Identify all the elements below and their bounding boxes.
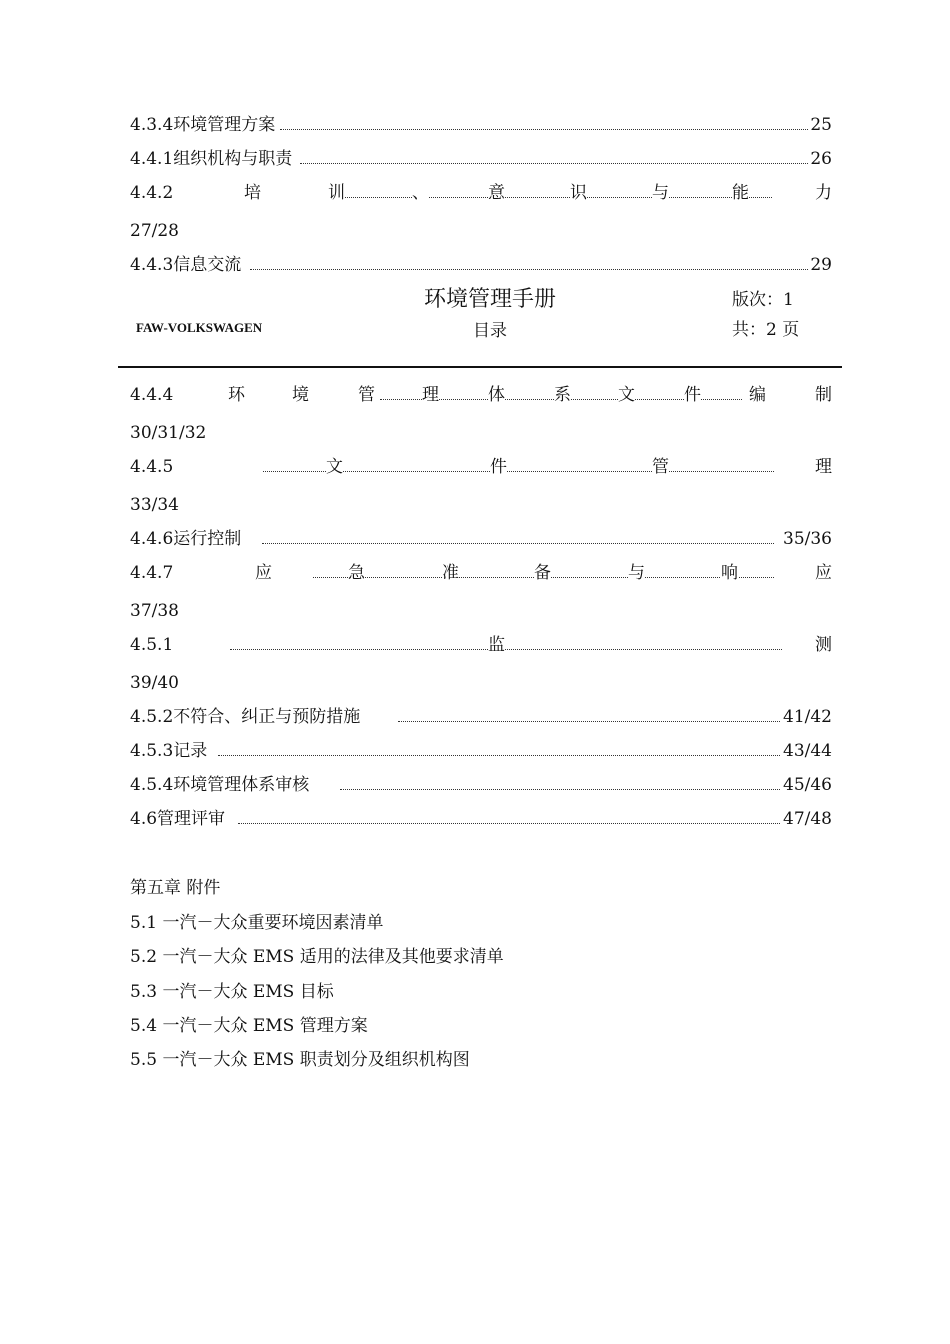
entry-char: 训 [328, 180, 345, 206]
toc-entry-4-4-7[interactable] [130, 560, 832, 622]
entry-char: 理 [815, 454, 832, 480]
entry-page: 33/34 [130, 495, 179, 515]
entry-number: 4.5.1 [130, 632, 173, 658]
entry-char: 意 [488, 180, 505, 206]
entry-char: 监 [488, 632, 505, 658]
entry-char: 能 [732, 180, 749, 206]
company-name: FAW-VOLKSWAGEN [136, 320, 263, 335]
dot-leader [398, 721, 782, 722]
entry-char: 管 [358, 382, 375, 408]
entry-char: 管 [652, 454, 669, 480]
total-pages-label: 共：2 页 [732, 320, 800, 340]
dot-leader [238, 823, 782, 824]
entry-number: 4.4.6 [130, 529, 174, 549]
appendix-item[interactable]: 5.3 一汽－大众 EMS 目标 [130, 982, 334, 1002]
entry-number: 4.4.2 [130, 180, 173, 206]
appendix-item[interactable]: 5.5 一汽－大众 EMS 职责划分及组织机构图 [130, 1050, 470, 1070]
appendix-item[interactable]: 5.2 一汽－大众 EMS 适用的法律及其他要求清单 [130, 947, 504, 967]
entry-char: 应 [815, 560, 832, 586]
entry-number: 4.5.3 [130, 741, 174, 761]
entry-char: 境 [292, 382, 309, 408]
entry-page: 47/48 [781, 806, 832, 832]
toc-entry-4-4-2[interactable] [130, 180, 832, 242]
entry-title: 信息交流 [173, 255, 242, 275]
dot-leader [280, 129, 810, 130]
entry-char: 与 [628, 560, 645, 586]
entry-page: 26 [808, 146, 832, 172]
entry-char: 理 [422, 382, 439, 408]
entry-char: 响 [721, 560, 738, 586]
dot-leader [262, 543, 774, 544]
dot-leader [250, 269, 810, 270]
entry-page: 39/40 [130, 673, 179, 693]
entry-char: 件 [490, 454, 507, 480]
appendix-item[interactable]: 5.1 一汽－大众重要环境因素清单 [130, 913, 384, 933]
entry-number: 4.6 [130, 809, 158, 829]
manual-title: 环境管理手册 [423, 287, 556, 312]
entry-char: 编 [749, 382, 766, 408]
entry-title: 记录 [173, 741, 208, 761]
toc-entry-4-4-4[interactable] [130, 382, 832, 444]
entry-char: 培 [244, 180, 261, 206]
entry-char: 备 [534, 560, 551, 586]
toc-entry-4-4-3[interactable] [130, 252, 832, 278]
toc-entry-4-4-6[interactable] [130, 526, 832, 552]
dot-leader [218, 755, 782, 756]
entry-title: 不符合、纠正与预防措施 [173, 707, 361, 727]
version-label: 版次：1 [732, 290, 794, 310]
entry-char: 系 [554, 382, 571, 408]
entry-number: 4.5.2 [130, 707, 174, 727]
entry-title: 组织机构与职责 [173, 149, 293, 169]
dot-leader [300, 163, 810, 164]
entry-page: 27/28 [130, 221, 179, 241]
entry-page: 30/31/32 [130, 423, 207, 443]
entry-char: 应 [255, 560, 272, 586]
dot-leader [340, 789, 782, 790]
toc-entry-4-5-1[interactable] [130, 632, 832, 694]
toc-entry-4-5-3[interactable] [130, 738, 832, 764]
entry-number: 4.4.7 [130, 560, 173, 586]
entry-char: 环 [228, 382, 245, 408]
entry-page: 37/38 [130, 601, 179, 621]
entry-char: 准 [442, 560, 459, 586]
entry-number: 4.4.1 [130, 149, 174, 169]
entry-char: 急 [348, 560, 365, 586]
entry-number: 4.4.4 [130, 382, 173, 408]
chapter-heading: 第五章 附件 [130, 878, 221, 898]
entry-number: 4.4.5 [130, 454, 173, 480]
toc-entry-4-4-5[interactable] [130, 454, 832, 516]
entry-char: 力 [815, 180, 832, 206]
entry-char: 识 [570, 180, 587, 206]
entry-char: 与 [652, 180, 669, 206]
entry-number: 4.5.4 [130, 775, 174, 795]
entry-page: 41/42 [781, 704, 832, 730]
entry-char: 、 [412, 180, 429, 206]
toc-heading: 目录 [473, 321, 507, 341]
header-divider [118, 366, 842, 368]
entry-page: 45/46 [781, 772, 832, 798]
entry-page: 25 [808, 112, 832, 138]
entry-title: 环境管理体系审核 [173, 775, 310, 795]
toc-entry-4-5-4[interactable] [130, 772, 832, 798]
entry-char: 件 [684, 382, 701, 408]
appendix-item[interactable]: 5.4 一汽－大众 EMS 管理方案 [130, 1016, 368, 1036]
entry-title: 运行控制 [173, 529, 242, 549]
entry-char: 体 [488, 382, 505, 408]
entry-page: 43/44 [781, 738, 832, 764]
entry-title: 环境管理方案 [173, 115, 276, 135]
entry-char: 制 [815, 382, 832, 408]
entry-page: 35/36 [781, 526, 832, 552]
entry-title: 管理评审 [157, 809, 226, 829]
entry-char: 文 [326, 454, 343, 480]
entry-char: 文 [618, 382, 635, 408]
entry-number: 4.3.4 [130, 115, 174, 135]
toc-entry-4-5-2[interactable] [130, 704, 832, 730]
entry-char: 测 [815, 632, 832, 658]
entry-number: 4.4.3 [130, 255, 174, 275]
toc-entry-4-6[interactable] [130, 806, 832, 832]
entry-page: 29 [808, 252, 832, 278]
toc-entry-4-4-1[interactable] [130, 146, 832, 172]
toc-entry-4-3-4[interactable] [130, 112, 832, 138]
